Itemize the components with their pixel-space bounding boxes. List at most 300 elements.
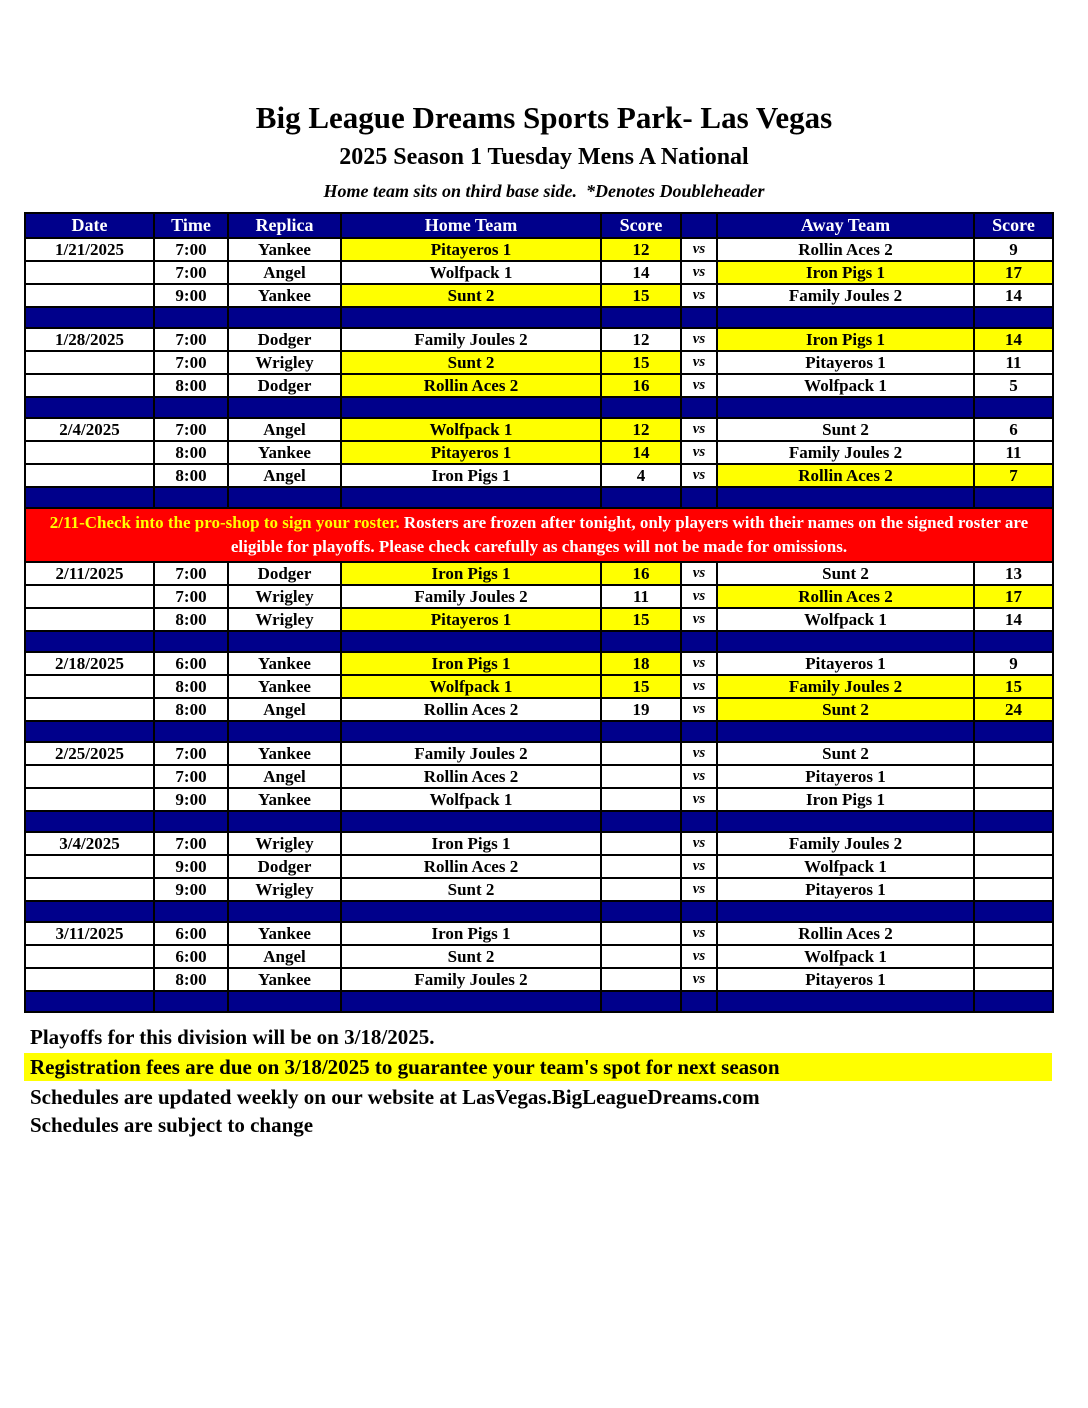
separator-cell [974, 721, 1053, 742]
home-team-cell: Sunt 2 [341, 878, 601, 901]
game-row [25, 374, 1053, 397]
game-row [25, 945, 1053, 968]
away-team-cell: Iron Pigs 1 [717, 328, 974, 351]
home-team-cell: Pitayeros 1 [341, 441, 601, 464]
away-team-cell: Wolfpack 1 [717, 608, 974, 631]
replica-cell: Dodger [228, 562, 341, 585]
separator-cell [154, 397, 228, 418]
home-score-cell: 16 [601, 374, 681, 397]
date-cell: 1/28/2025 [25, 328, 154, 351]
separator-cell [681, 631, 717, 652]
home-score-cell [601, 878, 681, 901]
home-score-cell [601, 765, 681, 788]
separator-cell [717, 487, 974, 508]
away-team-cell: Family Joules 2 [717, 675, 974, 698]
away-score-cell [974, 922, 1053, 945]
column-header-home-team: Home Team [341, 213, 601, 238]
away-team-cell: Pitayeros 1 [717, 968, 974, 991]
game-row [25, 878, 1053, 901]
column-header-date: Date [25, 213, 154, 238]
time-cell: 8:00 [154, 608, 228, 631]
away-score-cell [974, 855, 1053, 878]
separator-cell [601, 397, 681, 418]
home-team-cell: Iron Pigs 1 [341, 922, 601, 945]
website-note: Schedules are updated weekly on our website at LasVegas.BigLeagueDreams.com [30, 1085, 760, 1109]
section-separator-row [25, 901, 1053, 922]
game-row [25, 652, 1053, 675]
replica-cell: Wrigley [228, 832, 341, 855]
home-team-cell: Family Joules 2 [341, 742, 601, 765]
replica-cell: Yankee [228, 675, 341, 698]
away-team-cell: Iron Pigs 1 [717, 261, 974, 284]
home-team-cell: Rollin Aces 2 [341, 855, 601, 878]
separator-cell [25, 307, 154, 328]
replica-cell: Yankee [228, 968, 341, 991]
game-row [25, 742, 1053, 765]
home-team-cell: Rollin Aces 2 [341, 374, 601, 397]
separator-cell [601, 991, 681, 1012]
away-score-cell: 9 [974, 238, 1053, 261]
away-team-cell: Pitayeros 1 [717, 351, 974, 374]
home-score-cell: 12 [601, 238, 681, 261]
vs-cell: vs [681, 261, 717, 284]
game-row [25, 284, 1053, 307]
separator-cell [154, 901, 228, 922]
date-cell [25, 608, 154, 631]
section-separator-row [25, 991, 1053, 1012]
home-team-cell: Wolfpack 1 [341, 418, 601, 441]
replica-cell: Yankee [228, 922, 341, 945]
replica-cell: Dodger [228, 374, 341, 397]
game-row [25, 351, 1053, 374]
home-team-cell: Wolfpack 1 [341, 675, 601, 698]
roster-notice [25, 508, 1053, 562]
vs-cell: vs [681, 922, 717, 945]
away-score-cell [974, 878, 1053, 901]
away-team-cell: Wolfpack 1 [717, 945, 974, 968]
separator-cell [25, 901, 154, 922]
separator-cell [228, 901, 341, 922]
registration-note: Registration fees are due on 3/18/2025 to guarantee your team's spot for next season [24, 1053, 1052, 1081]
separator-cell [974, 307, 1053, 328]
section-separator-row [25, 811, 1053, 832]
separator-cell [601, 631, 681, 652]
home-team-cell: Rollin Aces 2 [341, 765, 601, 788]
home-score-cell: 15 [601, 675, 681, 698]
game-row [25, 608, 1053, 631]
separator-cell [25, 487, 154, 508]
home-team-cell: Family Joules 2 [341, 328, 601, 351]
replica-cell: Wrigley [228, 585, 341, 608]
time-cell: 7:00 [154, 765, 228, 788]
separator-cell [341, 397, 601, 418]
time-cell: 7:00 [154, 261, 228, 284]
home-team-cell: Family Joules 2 [341, 968, 601, 991]
separator-cell [341, 487, 601, 508]
time-cell: 7:00 [154, 351, 228, 374]
page-title: Big League Dreams Sports Park- Las Vegas [255, 100, 833, 135]
table-header-row [25, 213, 1053, 238]
playoffs-note: Playoffs for this division will be on 3/18/2025. [30, 1025, 435, 1049]
home-score-cell [601, 922, 681, 945]
away-team-cell: Rollin Aces 2 [717, 585, 974, 608]
separator-cell [717, 901, 974, 922]
time-cell: 8:00 [154, 464, 228, 487]
game-row [25, 788, 1053, 811]
vs-cell: vs [681, 832, 717, 855]
column-header-home-score: Score [601, 213, 681, 238]
separator-cell [717, 397, 974, 418]
home-score-cell: 12 [601, 328, 681, 351]
separator-cell [154, 307, 228, 328]
away-score-cell [974, 945, 1053, 968]
home-team-cell: Iron Pigs 1 [341, 464, 601, 487]
home-score-cell: 14 [601, 441, 681, 464]
away-score-cell: 5 [974, 374, 1053, 397]
time-cell: 9:00 [154, 788, 228, 811]
roster-notice-highlight: 2/11-Check into the pro-shop to sign your roster. [49, 513, 400, 532]
home-score-cell: 18 [601, 652, 681, 675]
separator-cell [228, 811, 341, 832]
separator-cell [681, 811, 717, 832]
away-team-cell: Wolfpack 1 [717, 855, 974, 878]
date-cell: 3/4/2025 [25, 832, 154, 855]
separator-cell [681, 307, 717, 328]
separator-cell [154, 811, 228, 832]
vs-cell: vs [681, 675, 717, 698]
vs-cell: vs [681, 351, 717, 374]
away-team-cell: Rollin Aces 2 [717, 464, 974, 487]
time-cell: 8:00 [154, 675, 228, 698]
away-team-cell: Family Joules 2 [717, 832, 974, 855]
section-separator-row [25, 631, 1053, 652]
away-score-cell: 14 [974, 328, 1053, 351]
replica-cell: Yankee [228, 441, 341, 464]
home-score-cell: 16 [601, 562, 681, 585]
away-score-cell [974, 968, 1053, 991]
game-row [25, 585, 1053, 608]
date-cell [25, 675, 154, 698]
replica-cell: Angel [228, 698, 341, 721]
away-score-cell [974, 832, 1053, 855]
game-row [25, 922, 1053, 945]
vs-cell: vs [681, 284, 717, 307]
home-team-cell: Sunt 2 [341, 284, 601, 307]
time-cell: 6:00 [154, 945, 228, 968]
time-cell: 8:00 [154, 441, 228, 464]
vs-cell: vs [681, 464, 717, 487]
replica-cell: Wrigley [228, 351, 341, 374]
away-score-cell: 11 [974, 441, 1053, 464]
separator-cell [341, 307, 601, 328]
away-score-cell: 17 [974, 585, 1053, 608]
home-score-cell [601, 968, 681, 991]
home-score-cell: 15 [601, 351, 681, 374]
game-row [25, 328, 1053, 351]
home-team-cell: Iron Pigs 1 [341, 652, 601, 675]
date-cell [25, 945, 154, 968]
date-cell [25, 765, 154, 788]
separator-cell [341, 811, 601, 832]
date-cell: 2/25/2025 [25, 742, 154, 765]
home-score-cell: 11 [601, 585, 681, 608]
separator-cell [154, 631, 228, 652]
time-cell: 9:00 [154, 878, 228, 901]
game-row [25, 968, 1053, 991]
away-team-cell: Sunt 2 [717, 418, 974, 441]
date-cell: 1/21/2025 [25, 238, 154, 261]
date-cell: 2/18/2025 [25, 652, 154, 675]
home-team-cell: Iron Pigs 1 [341, 832, 601, 855]
section-separator-row [25, 487, 1053, 508]
subject-to-change-note: Schedules are subject to change [30, 1113, 314, 1137]
vs-cell: vs [681, 238, 717, 261]
home-score-cell: 12 [601, 418, 681, 441]
vs-cell: vs [681, 418, 717, 441]
separator-cell [228, 397, 341, 418]
away-score-cell: 7 [974, 464, 1053, 487]
away-score-cell: 11 [974, 351, 1053, 374]
home-score-cell [601, 832, 681, 855]
date-cell: 3/11/2025 [25, 922, 154, 945]
date-cell [25, 855, 154, 878]
roster-notice-row [25, 508, 1053, 562]
section-separator-row [25, 307, 1053, 328]
away-score-cell: 24 [974, 698, 1053, 721]
home-team-cell: Sunt 2 [341, 945, 601, 968]
away-team-cell: Sunt 2 [717, 562, 974, 585]
schedule-table [24, 212, 1054, 1013]
away-team-cell: Iron Pigs 1 [717, 788, 974, 811]
date-cell [25, 374, 154, 397]
section-separator-row [25, 397, 1053, 418]
date-cell [25, 464, 154, 487]
home-team-cell: Pitayeros 1 [341, 608, 601, 631]
separator-cell [974, 397, 1053, 418]
schedule-table-body [25, 238, 1053, 1012]
vs-cell: vs [681, 945, 717, 968]
page-subtitle: 2025 Season 1 Tuesday Mens A National [339, 144, 749, 170]
date-cell [25, 788, 154, 811]
game-row [25, 261, 1053, 284]
separator-cell [25, 811, 154, 832]
separator-cell [341, 901, 601, 922]
replica-cell: Angel [228, 261, 341, 284]
replica-cell: Dodger [228, 855, 341, 878]
away-team-cell: Pitayeros 1 [717, 878, 974, 901]
replica-cell: Angel [228, 945, 341, 968]
home-team-cell: Family Joules 2 [341, 585, 601, 608]
roster-notice-body: Rosters are frozen after tonight, only players with their names on the signed roster are eligible for playoffs. Please check carefully as changes will not be made for omissions. [230, 513, 1029, 556]
away-score-cell [974, 742, 1053, 765]
date-cell: 2/11/2025 [25, 562, 154, 585]
vs-cell: vs [681, 878, 717, 901]
vs-cell: vs [681, 328, 717, 351]
game-row [25, 765, 1053, 788]
separator-cell [601, 901, 681, 922]
vs-cell: vs [681, 742, 717, 765]
away-team-cell: Family Joules 2 [717, 441, 974, 464]
separator-cell [341, 991, 601, 1012]
separator-cell [341, 631, 601, 652]
home-score-cell [601, 742, 681, 765]
date-cell [25, 261, 154, 284]
replica-cell: Wrigley [228, 878, 341, 901]
separator-cell [974, 901, 1053, 922]
separator-cell [601, 811, 681, 832]
game-row [25, 698, 1053, 721]
time-cell: 7:00 [154, 418, 228, 441]
date-cell [25, 698, 154, 721]
separator-cell [341, 721, 601, 742]
away-team-cell: Family Joules 2 [717, 284, 974, 307]
vs-cell: vs [681, 788, 717, 811]
vs-cell: vs [681, 855, 717, 878]
separator-cell [25, 991, 154, 1012]
away-team-cell: Sunt 2 [717, 742, 974, 765]
time-cell: 7:00 [154, 328, 228, 351]
separator-cell [25, 631, 154, 652]
separator-cell [974, 991, 1053, 1012]
home-score-cell: 15 [601, 284, 681, 307]
time-cell: 8:00 [154, 374, 228, 397]
away-score-cell [974, 788, 1053, 811]
home-score-cell: 19 [601, 698, 681, 721]
separator-cell [228, 631, 341, 652]
separator-cell [681, 487, 717, 508]
vs-cell: vs [681, 608, 717, 631]
separator-cell [681, 901, 717, 922]
away-score-cell: 14 [974, 608, 1053, 631]
vs-cell: vs [681, 968, 717, 991]
separator-cell [154, 991, 228, 1012]
time-cell: 6:00 [154, 652, 228, 675]
date-cell [25, 441, 154, 464]
separator-cell [681, 991, 717, 1012]
home-team-note: Home team sits on third base side. *Denotes Doubleheader [323, 181, 765, 201]
vs-cell: vs [681, 374, 717, 397]
separator-cell [228, 307, 341, 328]
date-cell [25, 878, 154, 901]
date-cell [25, 284, 154, 307]
replica-cell: Wrigley [228, 608, 341, 631]
home-score-cell [601, 855, 681, 878]
separator-cell [717, 721, 974, 742]
game-row [25, 418, 1053, 441]
replica-cell: Yankee [228, 652, 341, 675]
separator-cell [601, 721, 681, 742]
game-row [25, 238, 1053, 261]
away-team-cell: Pitayeros 1 [717, 765, 974, 788]
column-header-replica: Replica [228, 213, 341, 238]
footer [24, 1023, 1052, 1139]
replica-cell: Dodger [228, 328, 341, 351]
game-row [25, 562, 1053, 585]
date-cell [25, 968, 154, 991]
separator-cell [717, 631, 974, 652]
away-score-cell: 15 [974, 675, 1053, 698]
game-row [25, 675, 1053, 698]
vs-cell: vs [681, 652, 717, 675]
separator-cell [25, 721, 154, 742]
game-row [25, 464, 1053, 487]
home-score-cell [601, 945, 681, 968]
time-cell: 9:00 [154, 284, 228, 307]
game-row [25, 855, 1053, 878]
time-cell: 7:00 [154, 562, 228, 585]
time-cell: 7:00 [154, 585, 228, 608]
separator-cell [717, 307, 974, 328]
home-score-cell: 4 [601, 464, 681, 487]
away-score-cell: 14 [974, 284, 1053, 307]
replica-cell: Angel [228, 464, 341, 487]
game-row [25, 441, 1053, 464]
column-header-away-team: Away Team [717, 213, 974, 238]
away-team-cell: Rollin Aces 2 [717, 922, 974, 945]
vs-cell: vs [681, 765, 717, 788]
separator-cell [974, 811, 1053, 832]
home-team-cell: Iron Pigs 1 [341, 562, 601, 585]
away-team-cell: Pitayeros 1 [717, 652, 974, 675]
time-cell: 8:00 [154, 698, 228, 721]
time-cell: 9:00 [154, 855, 228, 878]
column-header-time: Time [154, 213, 228, 238]
time-cell: 8:00 [154, 968, 228, 991]
away-score-cell: 9 [974, 652, 1053, 675]
separator-cell [154, 721, 228, 742]
separator-cell [681, 721, 717, 742]
vs-cell: vs [681, 441, 717, 464]
time-cell: 7:00 [154, 238, 228, 261]
home-team-cell: Wolfpack 1 [341, 261, 601, 284]
home-score-cell: 15 [601, 608, 681, 631]
date-cell [25, 351, 154, 374]
away-score-cell [974, 765, 1053, 788]
separator-cell [228, 991, 341, 1012]
vs-cell: vs [681, 698, 717, 721]
column-header-away-score: Score [974, 213, 1053, 238]
time-cell: 6:00 [154, 922, 228, 945]
separator-cell [228, 721, 341, 742]
replica-cell: Yankee [228, 284, 341, 307]
section-separator-row [25, 721, 1053, 742]
time-cell: 7:00 [154, 832, 228, 855]
away-team-cell: Rollin Aces 2 [717, 238, 974, 261]
column-header-vs-spacer [681, 213, 717, 238]
replica-cell: Angel [228, 765, 341, 788]
date-cell [25, 585, 154, 608]
away-score-cell: 17 [974, 261, 1053, 284]
separator-cell [154, 487, 228, 508]
away-team-cell: Wolfpack 1 [717, 374, 974, 397]
separator-cell [974, 631, 1053, 652]
home-score-cell: 14 [601, 261, 681, 284]
replica-cell: Yankee [228, 238, 341, 261]
home-team-cell: Wolfpack 1 [341, 788, 601, 811]
time-cell: 7:00 [154, 742, 228, 765]
home-score-cell [601, 788, 681, 811]
game-row [25, 832, 1053, 855]
separator-cell [601, 487, 681, 508]
replica-cell: Angel [228, 418, 341, 441]
separator-cell [717, 811, 974, 832]
home-team-cell: Sunt 2 [341, 351, 601, 374]
separator-cell [25, 397, 154, 418]
home-team-cell: Pitayeros 1 [341, 238, 601, 261]
away-score-cell: 13 [974, 562, 1053, 585]
vs-cell: vs [681, 585, 717, 608]
separator-cell [228, 487, 341, 508]
